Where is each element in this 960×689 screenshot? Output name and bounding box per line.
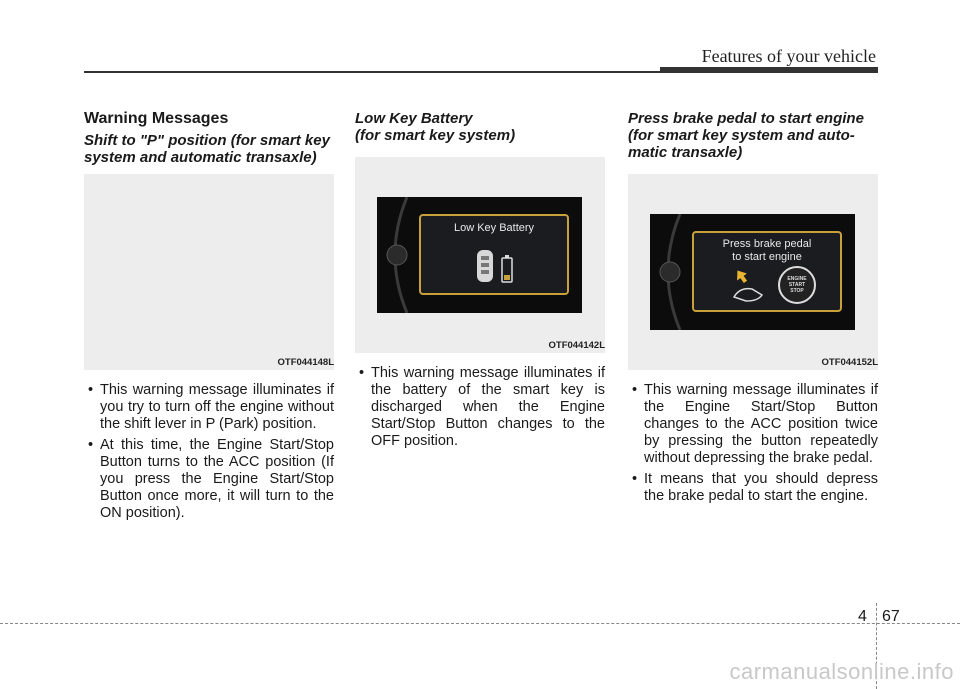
engine-start-stop-icon bbox=[778, 266, 816, 304]
screen-message: Low Key Battery bbox=[453, 222, 535, 234]
list-item: • This warning message illuminates if the Engine Start/Stop Button changes to the ACC position twice by pressing the button repeatedly without depressing the brake pedal. bbox=[628, 382, 878, 467]
smart-key-battery-icon bbox=[475, 248, 517, 286]
list-item: • This warning message illuminates if you try to turn off the engine without the shift lever in P (Park) position. bbox=[84, 382, 334, 433]
column-low-key-battery bbox=[355, 110, 605, 144]
header-rule bbox=[84, 71, 660, 73]
bullet-list-low-key-battery bbox=[355, 365, 605, 454]
button-text: ENGINE bbox=[787, 276, 807, 282]
subheading-shift-to-p: Shift to "P" position (for smart key system and automatic transaxle) bbox=[84, 132, 330, 166]
figure-code: OTF044148L bbox=[277, 357, 334, 368]
list-item: • This warning message illuminates if the battery of the smart key is discharged when the Engine Start/Stop Button changes to the OFF position. bbox=[355, 365, 605, 450]
column-warning-messages bbox=[84, 110, 334, 166]
figure-shift-to-p bbox=[84, 174, 334, 370]
screen-message-line1: Press brake pedal bbox=[722, 238, 812, 250]
figure-code: OTF044142L bbox=[548, 340, 605, 351]
message-frame bbox=[419, 214, 569, 295]
cluster-display bbox=[650, 214, 855, 330]
page-number: 67 bbox=[882, 608, 900, 625]
figure-press-brake bbox=[628, 174, 878, 370]
list-item: • At this time, the Engine Start/Stop Button turns to the ACC position (If you press the Engine Start/Stop Button once more, it will turn to the ON position). bbox=[84, 437, 334, 522]
message-frame bbox=[692, 231, 842, 312]
button-text: STOP bbox=[790, 288, 804, 294]
screen-message-line2: to start engine bbox=[732, 251, 802, 263]
subheading-low-key-battery-note: (for smart key system) bbox=[355, 127, 516, 144]
figure-code: OTF044152L bbox=[821, 357, 878, 368]
figure-low-key-battery bbox=[355, 157, 605, 353]
brake-pedal-icon bbox=[728, 267, 770, 305]
section-heading: Warning Messages bbox=[84, 110, 229, 127]
footer-rule bbox=[0, 623, 960, 624]
button-text: START bbox=[788, 282, 806, 288]
cluster-bezel-icon bbox=[377, 197, 417, 313]
list-item: • It means that you should depress the brake pedal to start the engine. bbox=[628, 471, 878, 505]
cluster-display bbox=[377, 197, 582, 313]
chapter-number: 4 bbox=[858, 608, 867, 625]
header-title: Features of your vehicle bbox=[701, 46, 876, 66]
bullet-list-shift-to-p bbox=[84, 382, 334, 526]
header-rule-accent bbox=[660, 67, 878, 73]
watermark: carmanualsonline.info bbox=[729, 659, 954, 684]
subheading-press-brake: Press brake pedal to start engine (for smart key system and auto- matic transaxle) bbox=[628, 110, 864, 161]
cluster-bezel-icon bbox=[650, 214, 690, 330]
subheading-low-key-battery: Low Key Battery bbox=[355, 110, 473, 127]
column-press-brake bbox=[628, 110, 878, 161]
bullet-list-press-brake bbox=[628, 382, 878, 509]
